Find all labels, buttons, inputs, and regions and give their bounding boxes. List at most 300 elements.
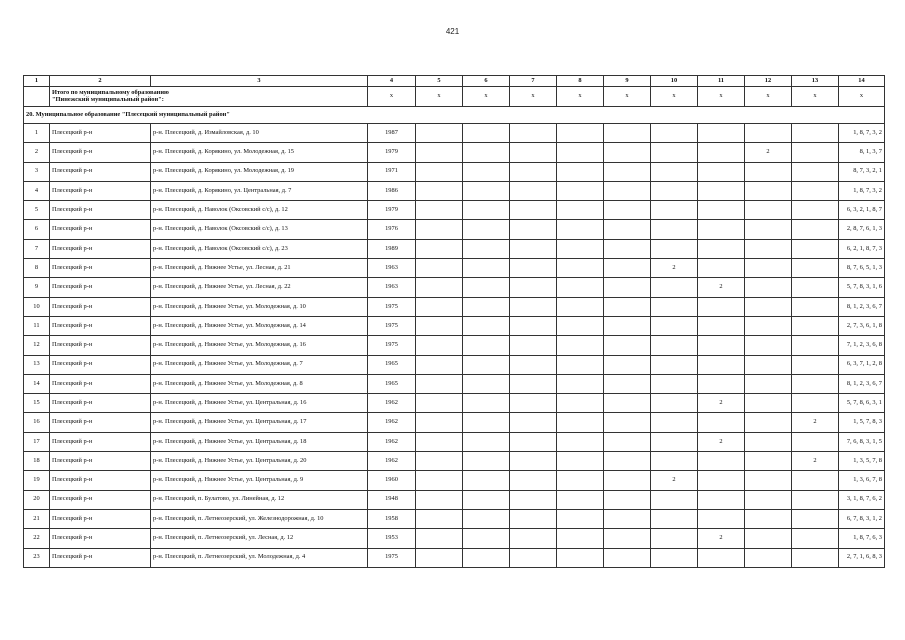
- col14-cell: 2, 7, 1, 6, 8, 3: [839, 548, 885, 567]
- col6-cell: [463, 432, 510, 451]
- col5-cell: [416, 529, 463, 548]
- col11-cell: [698, 452, 745, 471]
- table-row: [24, 316, 885, 335]
- col9-cell: [604, 181, 651, 200]
- col13-cell: [792, 394, 839, 413]
- district-cell: Плесецкий р-н: [50, 278, 151, 297]
- col11-cell: [698, 548, 745, 567]
- col5-cell: [416, 181, 463, 200]
- col12-cell: [745, 432, 792, 451]
- col11-cell: 2: [698, 432, 745, 451]
- col14-cell: 8, 7, 3, 2, 1: [839, 162, 885, 181]
- row-number-cell: 9: [24, 278, 50, 297]
- col14-cell: 5, 7, 8, 3, 1, 6: [839, 278, 885, 297]
- row-number-cell: 18: [24, 452, 50, 471]
- col9-cell: [604, 316, 651, 335]
- col12-cell: [745, 471, 792, 490]
- col11-cell: [698, 316, 745, 335]
- row-number-cell: 20: [24, 490, 50, 509]
- row-number-cell: 16: [24, 413, 50, 432]
- col13-cell: [792, 162, 839, 181]
- col6-cell: [463, 374, 510, 393]
- district-cell: Плесецкий р-н: [50, 394, 151, 413]
- table-row: [24, 124, 885, 143]
- col11-cell: [698, 336, 745, 355]
- col5-cell: [416, 124, 463, 143]
- col7-cell: [510, 336, 557, 355]
- col6-cell: [463, 316, 510, 335]
- col12-cell: 2: [745, 143, 792, 162]
- row-number-cell: 23: [24, 548, 50, 567]
- col13-cell: [792, 529, 839, 548]
- col6-cell: [463, 220, 510, 239]
- district-cell: Плесецкий р-н: [50, 548, 151, 567]
- col14-cell: 1, 8, 7, 3, 2: [839, 181, 885, 200]
- col13-cell: [792, 124, 839, 143]
- table-row: [24, 529, 885, 548]
- col13-cell: [792, 181, 839, 200]
- total-cell: х: [557, 87, 604, 107]
- address-cell: р-н. Плесецкий, д. Нижнее Устье, ул. Лесная, д. 22: [151, 278, 368, 297]
- col6-cell: [463, 181, 510, 200]
- district-cell: Плесецкий р-н: [50, 316, 151, 335]
- col7-cell: [510, 413, 557, 432]
- row-number-cell: 13: [24, 355, 50, 374]
- col9-cell: [604, 336, 651, 355]
- row-number-cell: 8: [24, 259, 50, 278]
- page-number: 421: [445, 27, 460, 36]
- col13-cell: [792, 548, 839, 567]
- year-cell: 1975: [368, 297, 416, 316]
- col5-cell: [416, 162, 463, 181]
- col7-cell: [510, 374, 557, 393]
- col8-cell: [557, 548, 604, 567]
- year-cell: 1987: [368, 124, 416, 143]
- table-row: [24, 162, 885, 181]
- year-cell: 1965: [368, 355, 416, 374]
- col12-cell: [745, 297, 792, 316]
- col5-cell: [416, 355, 463, 374]
- row-number-cell: 14: [24, 374, 50, 393]
- col8-cell: [557, 355, 604, 374]
- col5-cell: [416, 297, 463, 316]
- year-cell: 1953: [368, 529, 416, 548]
- col8-cell: [557, 413, 604, 432]
- col6-cell: [463, 529, 510, 548]
- district-cell: Плесецкий р-н: [50, 297, 151, 316]
- col6-cell: [463, 278, 510, 297]
- col5-cell: [416, 413, 463, 432]
- col6-cell: [463, 239, 510, 258]
- col6-cell: [463, 452, 510, 471]
- district-cell: Плесецкий р-н: [50, 259, 151, 278]
- row-number-cell: 5: [24, 201, 50, 220]
- district-cell: Плесецкий р-н: [50, 181, 151, 200]
- col10-cell: [651, 413, 698, 432]
- row-number-cell: 2: [24, 143, 50, 162]
- col7-cell: [510, 124, 557, 143]
- col12-cell: [745, 124, 792, 143]
- col6-cell: [463, 413, 510, 432]
- row-number-cell: 21: [24, 509, 50, 528]
- col10-cell: [651, 374, 698, 393]
- table-row: [24, 394, 885, 413]
- table-row: [24, 432, 885, 451]
- col7-cell: [510, 529, 557, 548]
- column-header-10: 10: [651, 76, 698, 87]
- col7-cell: [510, 471, 557, 490]
- col12-cell: [745, 181, 792, 200]
- col14-cell: 1, 3, 6, 7, 8: [839, 471, 885, 490]
- district-cell: Плесецкий р-н: [50, 471, 151, 490]
- column-header-2: 2: [50, 76, 151, 87]
- col10-cell: [651, 529, 698, 548]
- col13-cell: [792, 432, 839, 451]
- col11-cell: [698, 181, 745, 200]
- col14-cell: 7, 1, 2, 3, 6, 8: [839, 336, 885, 355]
- col14-cell: 2, 8, 7, 6, 1, 3: [839, 220, 885, 239]
- col7-cell: [510, 316, 557, 335]
- table-body: [24, 76, 885, 568]
- col11-cell: 2: [698, 529, 745, 548]
- address-cell: р-н. Плесецкий, д. Корякино, ул. Центральная, д. 7: [151, 181, 368, 200]
- table-row: [24, 548, 885, 567]
- col6-cell: [463, 509, 510, 528]
- col12-cell: [745, 355, 792, 374]
- col8-cell: [557, 394, 604, 413]
- col6-cell: [463, 201, 510, 220]
- col8-cell: [557, 336, 604, 355]
- col13-cell: [792, 471, 839, 490]
- row-number-cell: 12: [24, 336, 50, 355]
- col14-cell: 5, 7, 8, 6, 3, 1: [839, 394, 885, 413]
- col14-cell: 8, 1, 2, 3, 6, 7: [839, 297, 885, 316]
- col10-cell: [651, 316, 698, 335]
- district-cell: Плесецкий р-н: [50, 529, 151, 548]
- col12-cell: [745, 490, 792, 509]
- col13-cell: 2: [792, 413, 839, 432]
- col7-cell: [510, 201, 557, 220]
- district-cell: Плесецкий р-н: [50, 220, 151, 239]
- total-row-num-cell: [24, 87, 50, 107]
- col5-cell: [416, 316, 463, 335]
- col14-cell: 1, 8, 7, 6, 3: [839, 529, 885, 548]
- column-header-13: 13: [792, 76, 839, 87]
- col14-cell: 6, 2, 1, 8, 7, 3: [839, 239, 885, 258]
- col5-cell: [416, 201, 463, 220]
- col9-cell: [604, 529, 651, 548]
- col9-cell: [604, 239, 651, 258]
- col11-cell: [698, 374, 745, 393]
- col14-cell: 6, 7, 8, 3, 1, 2: [839, 509, 885, 528]
- col7-cell: [510, 239, 557, 258]
- district-cell: Плесецкий р-н: [50, 143, 151, 162]
- col5-cell: [416, 143, 463, 162]
- col14-cell: 7, 6, 8, 3, 1, 5: [839, 432, 885, 451]
- col11-cell: [698, 239, 745, 258]
- total-label-line2: "Пинежский муниципальный район":: [52, 95, 164, 103]
- col13-cell: [792, 239, 839, 258]
- col5-cell: [416, 394, 463, 413]
- district-cell: Плесецкий р-н: [50, 490, 151, 509]
- year-cell: 1975: [368, 316, 416, 335]
- district-cell: Плесецкий р-н: [50, 201, 151, 220]
- address-cell: р-н. Плесецкий, д. Нижнее Устье, ул. Молодежная, д. 14: [151, 316, 368, 335]
- col9-cell: [604, 297, 651, 316]
- row-number-cell: 11: [24, 316, 50, 335]
- col13-cell: [792, 201, 839, 220]
- row-number-cell: 1: [24, 124, 50, 143]
- address-cell: р-н. Плесецкий, д. Корякино, ул. Молодежная, д. 19: [151, 162, 368, 181]
- address-cell: р-н. Плесецкий, п. Летнеозерский, ул. Лесная, д. 12: [151, 529, 368, 548]
- col6-cell: [463, 297, 510, 316]
- year-cell: 1989: [368, 239, 416, 258]
- year-cell: 1979: [368, 143, 416, 162]
- col7-cell: [510, 278, 557, 297]
- col10-cell: [651, 336, 698, 355]
- table-row: [24, 374, 885, 393]
- col8-cell: [557, 124, 604, 143]
- col9-cell: [604, 413, 651, 432]
- col5-cell: [416, 220, 463, 239]
- col9-cell: [604, 201, 651, 220]
- address-cell: р-н. Плесецкий, д. Нижнее Устье, ул. Молодежная, д. 7: [151, 355, 368, 374]
- address-cell: р-н. Плесецкий, п. Летнеозерский, ул. Молодежная, д. 4: [151, 548, 368, 567]
- year-cell: 1971: [368, 162, 416, 181]
- col10-cell: [651, 162, 698, 181]
- col5-cell: [416, 336, 463, 355]
- col5-cell: [416, 278, 463, 297]
- row-number-cell: 15: [24, 394, 50, 413]
- column-number-header: [24, 76, 885, 87]
- col11-cell: [698, 413, 745, 432]
- col11-cell: [698, 201, 745, 220]
- col8-cell: [557, 509, 604, 528]
- total-cell: х: [510, 87, 557, 107]
- table-row: [24, 259, 885, 278]
- row-number-cell: 4: [24, 181, 50, 200]
- col8-cell: [557, 471, 604, 490]
- col8-cell: [557, 143, 604, 162]
- col13-cell: [792, 374, 839, 393]
- col11-cell: [698, 162, 745, 181]
- year-cell: 1958: [368, 509, 416, 528]
- col9-cell: [604, 355, 651, 374]
- year-cell: 1975: [368, 548, 416, 567]
- total-row: [24, 87, 885, 107]
- column-header-5: 5: [416, 76, 463, 87]
- col6-cell: [463, 394, 510, 413]
- row-number-cell: 7: [24, 239, 50, 258]
- col9-cell: [604, 509, 651, 528]
- col11-cell: [698, 297, 745, 316]
- col6-cell: [463, 471, 510, 490]
- col6-cell: [463, 490, 510, 509]
- year-cell: 1986: [368, 181, 416, 200]
- district-cell: Плесецкий р-н: [50, 239, 151, 258]
- col7-cell: [510, 220, 557, 239]
- total-label-line1: Итого по муниципальному образованию: [52, 88, 169, 96]
- year-cell: 1962: [368, 394, 416, 413]
- total-row-label: [50, 87, 368, 107]
- total-cell: х: [792, 87, 839, 107]
- address-cell: р-н. Плесецкий, п. Булатово, ул. Линейная, д. 12: [151, 490, 368, 509]
- table-row: [24, 181, 885, 200]
- year-cell: 1975: [368, 336, 416, 355]
- col9-cell: [604, 548, 651, 567]
- col9-cell: [604, 220, 651, 239]
- address-cell: р-н. Плесецкий, д. Корякино, ул. Молодежная, д. 15: [151, 143, 368, 162]
- col12-cell: [745, 162, 792, 181]
- col12-cell: [745, 278, 792, 297]
- col9-cell: [604, 432, 651, 451]
- table-row: [24, 278, 885, 297]
- col11-cell: [698, 259, 745, 278]
- col7-cell: [510, 181, 557, 200]
- column-header-14: 14: [839, 76, 885, 87]
- col12-cell: [745, 316, 792, 335]
- table-row: [24, 143, 885, 162]
- col14-cell: 1, 8, 7, 3, 2: [839, 124, 885, 143]
- total-cell: х: [745, 87, 792, 107]
- col10-cell: [651, 239, 698, 258]
- table-row: [24, 471, 885, 490]
- total-cell: х: [463, 87, 510, 107]
- col8-cell: [557, 162, 604, 181]
- col8-cell: [557, 201, 604, 220]
- section-header-row: [24, 107, 885, 124]
- total-cell: х: [604, 87, 651, 107]
- col14-cell: 8, 1, 3, 7: [839, 143, 885, 162]
- col8-cell: [557, 432, 604, 451]
- row-number-cell: 19: [24, 471, 50, 490]
- col13-cell: [792, 143, 839, 162]
- col5-cell: [416, 452, 463, 471]
- col13-cell: [792, 297, 839, 316]
- col13-cell: [792, 278, 839, 297]
- address-cell: р-н. Плесецкий, д. Нижнее Устье, ул. Центральная, д. 20: [151, 452, 368, 471]
- col5-cell: [416, 432, 463, 451]
- row-number-cell: 17: [24, 432, 50, 451]
- address-cell: р-н. Плесецкий, д. Нижнее Устье, ул. Лесная, д. 21: [151, 259, 368, 278]
- district-cell: Плесецкий р-н: [50, 509, 151, 528]
- col12-cell: [745, 220, 792, 239]
- col14-cell: 8, 7, 6, 5, 1, 3: [839, 259, 885, 278]
- address-cell: р-н. Плесецкий, д. Нижнее Устье, ул. Центральная, д. 9: [151, 471, 368, 490]
- district-cell: Плесецкий р-н: [50, 162, 151, 181]
- col5-cell: [416, 548, 463, 567]
- col11-cell: [698, 124, 745, 143]
- address-cell: р-н. Плесецкий, д. Нижнее Устье, ул. Молодежная, д. 8: [151, 374, 368, 393]
- col12-cell: [745, 529, 792, 548]
- col8-cell: [557, 259, 604, 278]
- total-cell: х: [416, 87, 463, 107]
- col8-cell: [557, 278, 604, 297]
- col8-cell: [557, 239, 604, 258]
- year-cell: 1963: [368, 278, 416, 297]
- col6-cell: [463, 548, 510, 567]
- total-cell: х: [368, 87, 416, 107]
- district-cell: Плесецкий р-н: [50, 355, 151, 374]
- address-cell: р-н. Плесецкий, д. Наволок (Оксовский с/с), д. 23: [151, 239, 368, 258]
- col7-cell: [510, 297, 557, 316]
- col9-cell: [604, 278, 651, 297]
- address-cell: р-н. Плесецкий, д. Наволок (Оксовский с/с), д. 12: [151, 201, 368, 220]
- col11-cell: 2: [698, 394, 745, 413]
- table-row: [24, 452, 885, 471]
- col12-cell: [745, 413, 792, 432]
- register-table: [23, 75, 885, 568]
- col5-cell: [416, 374, 463, 393]
- address-cell: р-н. Плесецкий, д. Измайловская, д. 10: [151, 124, 368, 143]
- col10-cell: [651, 201, 698, 220]
- district-cell: Плесецкий р-н: [50, 432, 151, 451]
- table-row: [24, 201, 885, 220]
- year-cell: 1976: [368, 220, 416, 239]
- table-row: [24, 239, 885, 258]
- col13-cell: [792, 259, 839, 278]
- col12-cell: [745, 239, 792, 258]
- col14-cell: 1, 3, 5, 7, 8: [839, 452, 885, 471]
- col8-cell: [557, 374, 604, 393]
- col10-cell: [651, 297, 698, 316]
- col14-cell: 6, 3, 2, 1, 8, 7: [839, 201, 885, 220]
- address-cell: р-н. Плесецкий, д. Нижнее Устье, ул. Центральная, д. 18: [151, 432, 368, 451]
- year-cell: 1962: [368, 432, 416, 451]
- col12-cell: [745, 201, 792, 220]
- col13-cell: 2: [792, 452, 839, 471]
- row-number-cell: 3: [24, 162, 50, 181]
- district-cell: Плесецкий р-н: [50, 374, 151, 393]
- year-cell: 1979: [368, 201, 416, 220]
- col7-cell: [510, 162, 557, 181]
- year-cell: 1962: [368, 452, 416, 471]
- col8-cell: [557, 220, 604, 239]
- col13-cell: [792, 336, 839, 355]
- column-header-3: 3: [151, 76, 368, 87]
- col6-cell: [463, 336, 510, 355]
- col14-cell: 3, 1, 8, 7, 6, 2: [839, 490, 885, 509]
- col13-cell: [792, 220, 839, 239]
- col10-cell: [651, 432, 698, 451]
- col5-cell: [416, 239, 463, 258]
- col9-cell: [604, 471, 651, 490]
- district-cell: Плесецкий р-н: [50, 452, 151, 471]
- col12-cell: [745, 336, 792, 355]
- col11-cell: [698, 143, 745, 162]
- col14-cell: 1, 5, 7, 8, 3: [839, 413, 885, 432]
- column-header-9: 9: [604, 76, 651, 87]
- col10-cell: [651, 220, 698, 239]
- col10-cell: 2: [651, 471, 698, 490]
- year-cell: 1965: [368, 374, 416, 393]
- col5-cell: [416, 509, 463, 528]
- col7-cell: [510, 394, 557, 413]
- table-row: [24, 336, 885, 355]
- col9-cell: [604, 374, 651, 393]
- col8-cell: [557, 490, 604, 509]
- col11-cell: [698, 220, 745, 239]
- col12-cell: [745, 374, 792, 393]
- col8-cell: [557, 452, 604, 471]
- col12-cell: [745, 394, 792, 413]
- col9-cell: [604, 124, 651, 143]
- row-number-cell: 6: [24, 220, 50, 239]
- table-row: [24, 509, 885, 528]
- col7-cell: [510, 490, 557, 509]
- col5-cell: [416, 259, 463, 278]
- col7-cell: [510, 432, 557, 451]
